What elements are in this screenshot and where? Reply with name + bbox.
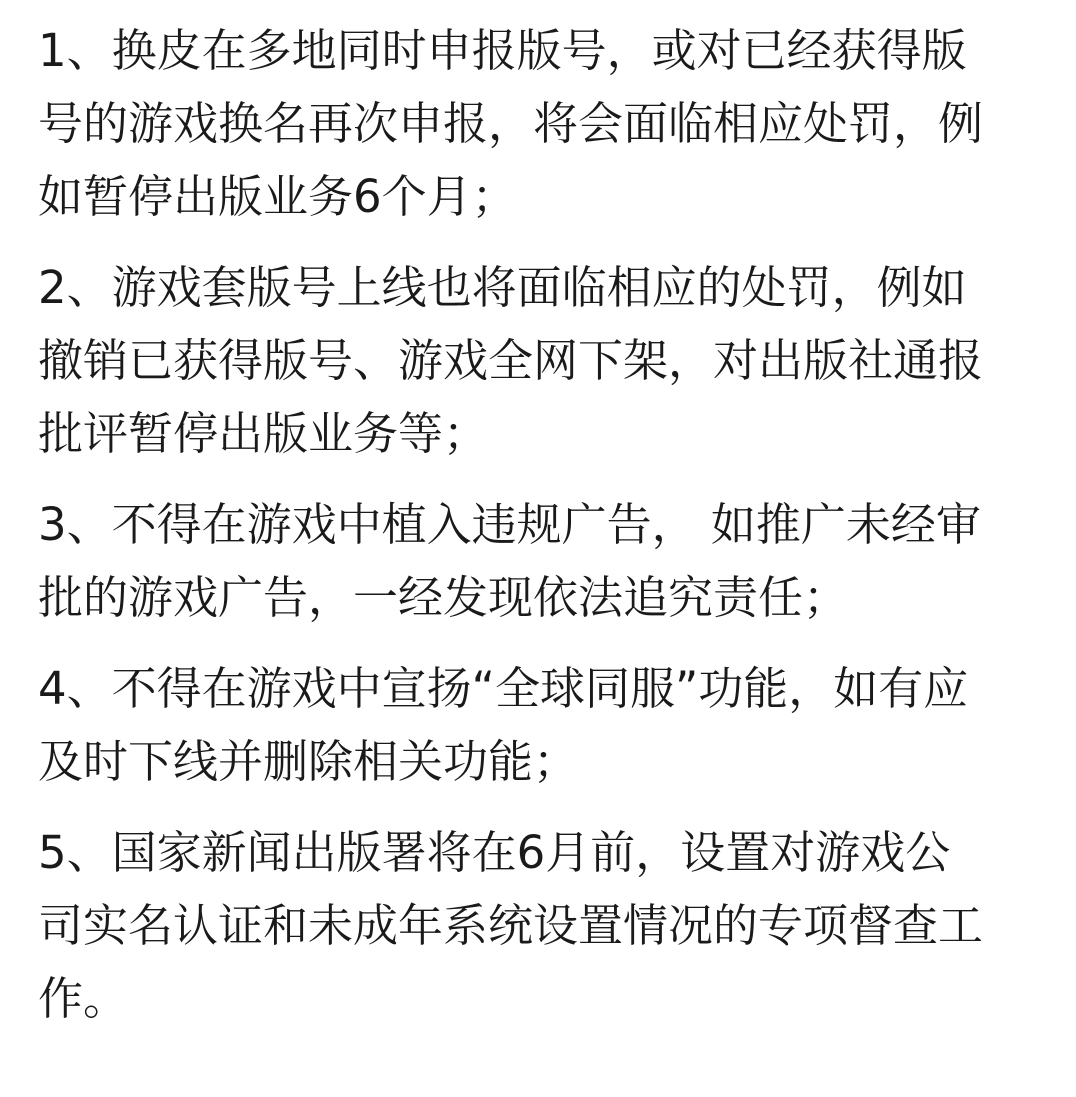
item-5-line-3: 作。: [38, 972, 129, 1025]
item-1-line-2: 号的游戏换名再次申报，将会面临相应处罚，例: [38, 97, 984, 150]
item-4-line-1: 4、不得在游戏中宣扬“全球同服”功能，如有应: [38, 662, 969, 715]
item-2-line-3: 批评暂停出版业务等；: [38, 407, 489, 460]
list-item-4: [38, 652, 1048, 798]
item-5-line-2: 司实名认证和未成年系统设置情况的专项督查工: [38, 899, 984, 952]
item-1-line-3: 如暂停出版业务6个月；: [38, 170, 517, 223]
item-3-line-2: 批的游戏广告，一经发现依法追究责任；: [38, 571, 849, 624]
list-item-1: [38, 14, 1048, 233]
item-2-line-1: 2、游戏套版号上线也将面临相应的处罚，例如: [38, 261, 967, 314]
list-item-5: [38, 816, 1048, 1035]
item-2-line-2: 撤销已获得版号、游戏全网下架，对出版社通报: [38, 334, 984, 387]
document-body: [38, 14, 1048, 1053]
item-3-line-1: 3、不得在游戏中植入违规广告， 如推广未经审: [38, 498, 981, 551]
item-5-line-1: 5、国家新闻出版署将在6月前，设置对游戏公: [38, 826, 951, 879]
item-1-line-1: 1、换皮在多地同时申报版号，或对已经获得版: [38, 24, 967, 77]
item-4-line-2: 及时下线并删除相关功能；: [38, 735, 579, 788]
list-item-3: [38, 488, 1048, 634]
list-item-2: [38, 251, 1048, 470]
